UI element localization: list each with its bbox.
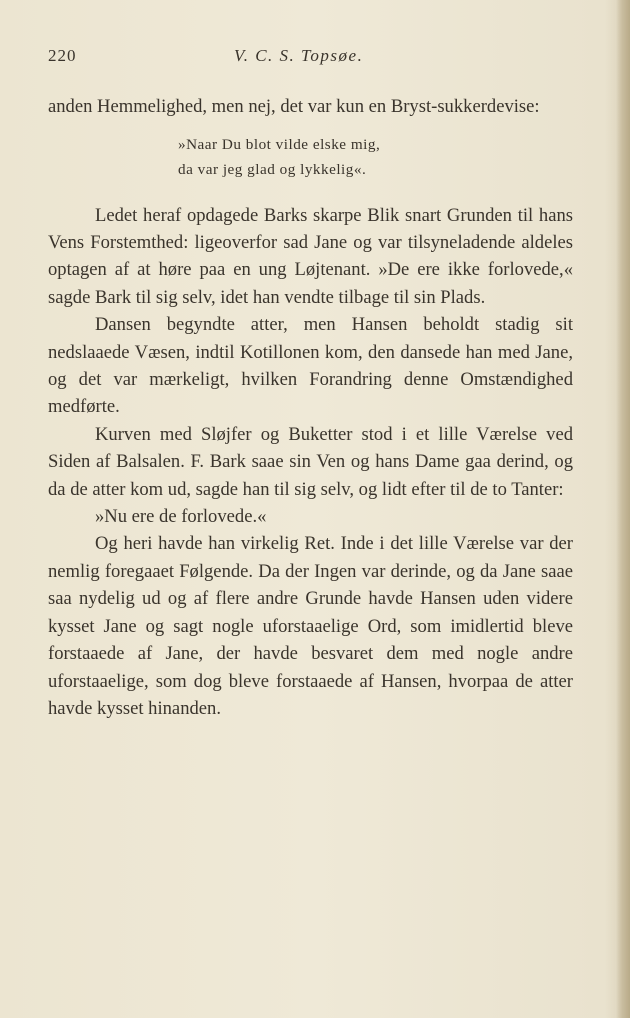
paragraph-3: Kurven med Sløjfer og Buketter stod i et lille Værelse ved Siden af Balsalen. F. Bark saae sin Ven og hans Dame gaa derind, og da de atter kom ud, sagde han til sig selv, og lidt efter til de to Tanter: [48,423,573,500]
paragraph-1: Ledet heraf opdagede Barks skarpe Blik snart Grunden til hans Vens Forstemthed: ligeoverfor sad Jane og var tilsyneladende aldeles optagen af at høre paa en ung Løjtenant. »De ere ikke forlovede,« sagde Bark til sig selv, idet han vendte tilbage til sin Plads. [48,204,573,308]
page-number: 220 [48,46,77,65]
paragraph-4: »Nu ere de forlovede.« [95,506,267,528]
running-head: V. C. S. Topsøe. [234,46,364,65]
paragraph-5: Og heri havde han virkelig Ret. Inde i det lille Værelse var der nemlig foregaaet Følgende. Da der Ingen var derinde, og da Jane saae saa nydelig ud og af flere andre Grunde havde Hansen uden videre kysset Jane og sagt nogle uforstaaelige Ord, som imidlertid bleve forstaaede af Jane, der havde besvaret dem med nogle andre uforstaaelige, som dog bleve forstaaede af Hansen, hvorpaa de atter havde kysset hinanden. [48,533,573,719]
verse-quote [48,120,573,201]
page-header [48,46,572,70]
verse-line-1: »Naar Du blot vilde elske mig, [178,136,381,154]
page-edge-shadow [616,0,630,1018]
paragraph-intro: anden Hemmelighed, men nej, det var kun en Bryst-sukkerdevise: [48,96,540,117]
verse-line-2: da var jeg glad og lykkelig«. [178,161,367,178]
body-text [48,93,573,722]
paragraph-2: Dansen begyndte atter, men Hansen beholdt stadig sit nedslaaede Væsen, indtil Kotillonen kom, den dansede han med Jane, og det var mærkeligt, hvilken Forandring denne Omstændighed medførte. [48,314,573,418]
